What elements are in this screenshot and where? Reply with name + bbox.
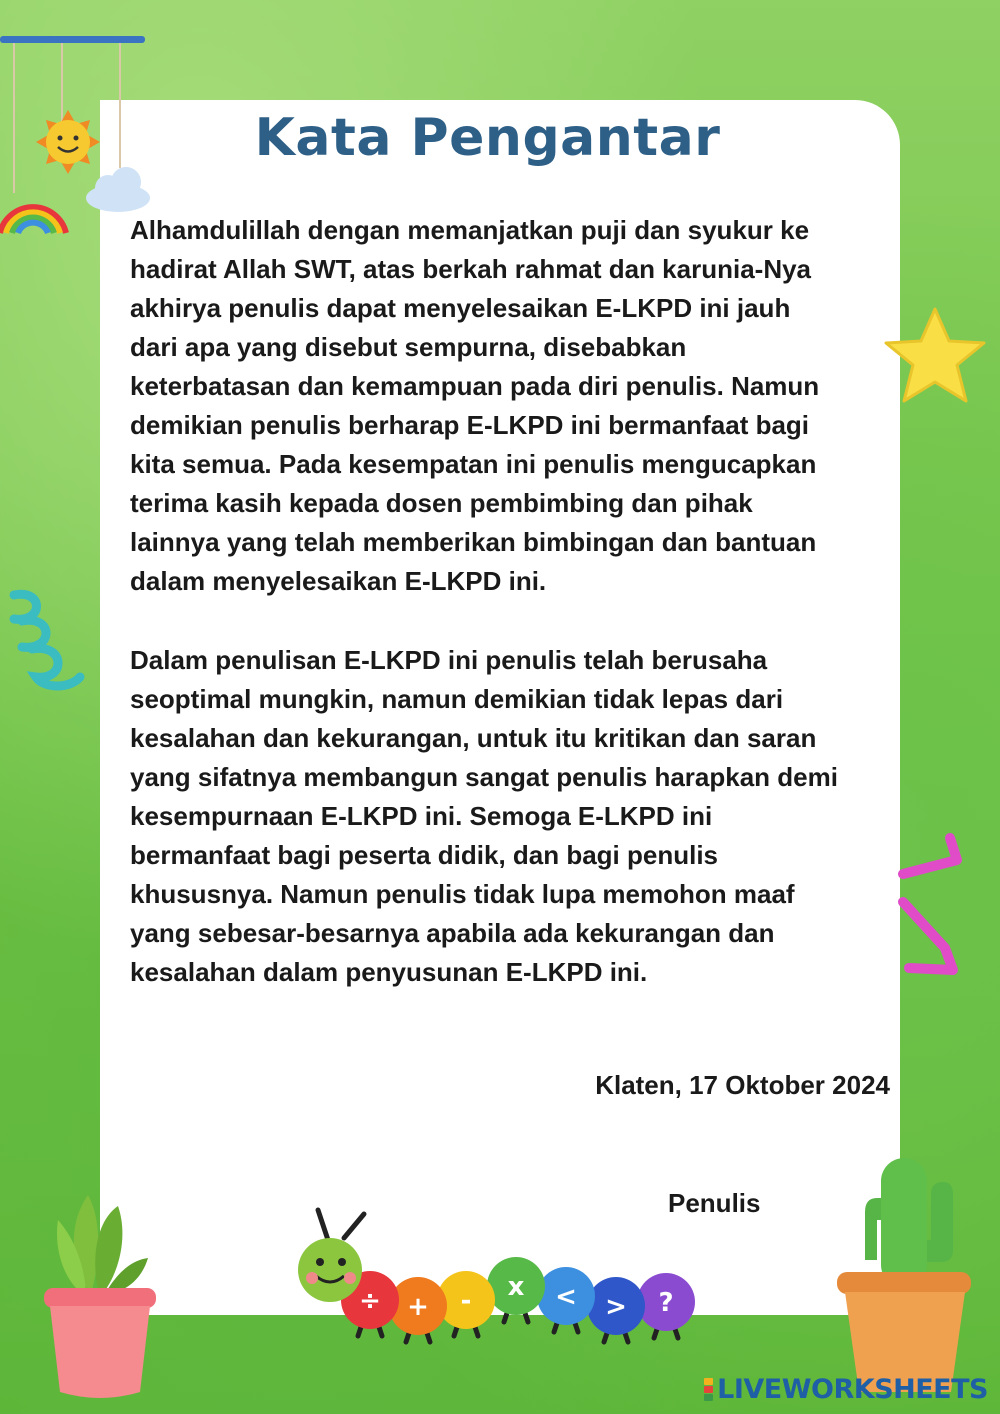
caterpillar-head xyxy=(298,1210,364,1302)
watermark-text: LIVEWORKSHEETS xyxy=(717,1374,988,1405)
caterpillar-symbol: > xyxy=(605,1292,627,1322)
signature-label: Penulis xyxy=(668,1188,761,1218)
hanging-mobile-icon xyxy=(0,28,160,243)
caterpillar-symbol: x xyxy=(507,1272,525,1302)
liveworksheets-watermark xyxy=(704,1374,988,1405)
page-title: Kata Pengantar xyxy=(254,108,721,168)
spring-coil-icon xyxy=(0,585,90,700)
caterpillar-segment xyxy=(537,1267,595,1332)
star-icon xyxy=(880,305,990,410)
cloud-icon xyxy=(86,167,150,212)
potted-plant-icon xyxy=(40,1180,160,1405)
rainbow-icon xyxy=(0,207,66,233)
paragraph-2: Dalam penulisan E-LKPD ini penulis telah berusaha seoptimal mungkin, namun demikian tidak lepas dari kesalahan dan kekurangan, untuk itu kritikan dan saran yang sifatnya membangun sangat penulis harapkan demi kesempurnaan E-LKPD ini. Semoga E-LKPD ini bermanfaat bagi peserta didik, dan bagi penulis khususnya. Namun penulis tidak lupa memohon maaf yang sebesar-besarnya apabila ada kekurangan dan kesalahan dalam penyusunan E-LKPD ini. xyxy=(130,645,838,987)
caterpillar-icon xyxy=(290,1200,720,1345)
caterpillar-symbol: - xyxy=(460,1286,472,1316)
sun-icon xyxy=(36,110,100,174)
caterpillar-segment xyxy=(637,1273,695,1338)
caterpillar-segment xyxy=(487,1257,545,1322)
liveworksheets-logo-icon xyxy=(704,1378,713,1401)
caterpillar-segment xyxy=(389,1277,447,1342)
cactus-icon xyxy=(835,1150,975,1400)
caterpillar-symbol: ? xyxy=(658,1288,674,1318)
caterpillar-symbol: ÷ xyxy=(359,1286,381,1316)
paragraph-1: Alhamdulillah dengan memanjatkan puji dan syukur ke hadirat Allah SWT, atas berkah rahmat dan karunia-Nya akhirya penulis dapat menyelesaikan E-LKPD ini jauh dari apa yang disebut sempurna, disebabkan keterbatasan dan kemampuan pada diri penulis. Namun demikian penulis berharap E-LKPD ini bermanfaat bagi kita semua. Pada kesempatan ini penulis mengucapkan terima kasih kepada dosen pembimbing dan pihak lainnya yang telah memberikan bimbingan dan bantuan dalam menyelesaikan E-LKPD ini. xyxy=(130,215,820,596)
pink-squiggle-icon xyxy=(895,830,975,985)
caterpillar-segment xyxy=(587,1277,645,1342)
caterpillar-symbol: < xyxy=(555,1282,577,1312)
caterpillar-symbol: + xyxy=(407,1292,429,1322)
place-date: Klaten, 17 Oktober 2024 xyxy=(595,1070,890,1100)
